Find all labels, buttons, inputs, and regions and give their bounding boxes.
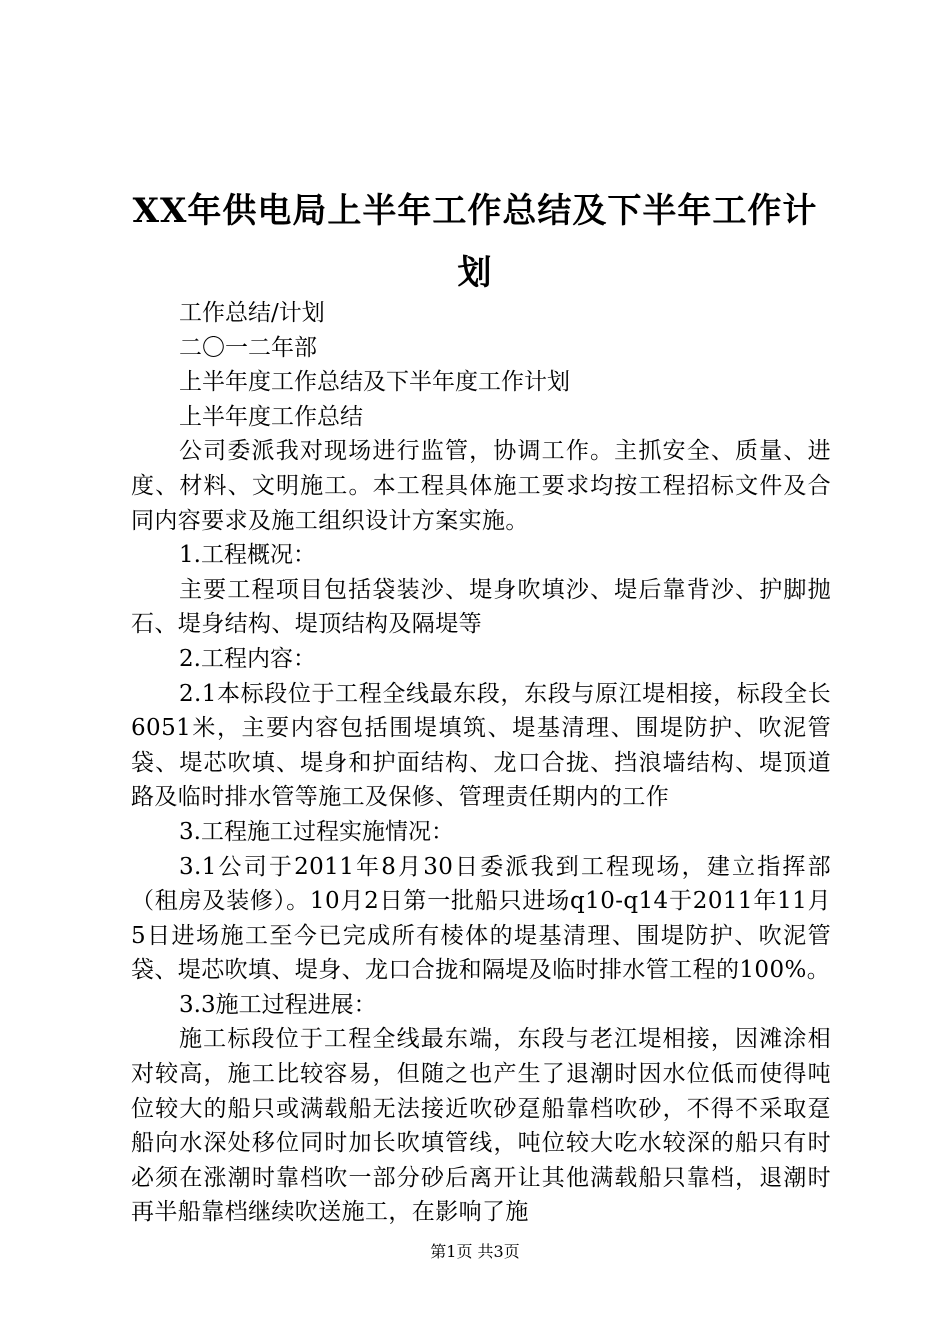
paragraph-category: 工作总结/计划 <box>179 300 325 326</box>
document-title-line-1: XX年供电局上半年工作总结及下半年工作计 <box>132 191 818 231</box>
section-heading-summary: 上半年度工作总结 <box>179 403 363 430</box>
paragraph-subtitle: 上半年度工作总结及下半年度工作计划 <box>179 369 570 396</box>
section-heading-content: 2.工程内容： <box>179 645 316 672</box>
paragraph-year: 二〇一二年部 <box>179 334 317 361</box>
document-body <box>131 296 831 1230</box>
paragraph-content: 2.1本标段位于工程全线最东段，东段与原江堤相接，标段全长6051米，主要内容包括围堤填筑、堤基清理、围堤防护、吹泥管袋、堤芯吹填、堤身和护面结构、龙口合拢、挡浪墙结构、堤顶道路及临时排水管等施工及保修、管理责任期内的工作 <box>131 680 831 811</box>
page-footer <box>0 1241 950 1263</box>
paragraph-implementation: 3.1公司于2011年8月30日委派我到工程现场，建立指挥部（租房及装修）。10月2日第一批船只进场q10-q14于2011年11月5日进场施工至今已完成所有棱体的堤基清理、围堤防护、吹泥管袋、堤芯吹填、堤身、龙口合拢和隔堤及临时排水管工程的100%。 <box>131 853 831 984</box>
paragraph-progress: 施工标段位于工程全线最东端，东段与老江堤相接，因滩涂相对较高，施工比较容易，但随之也产生了退潮时因水位低而使得吨位较大的船只或满载船无法接近吹砂趸船靠档吹砂，不得不采取趸船向水深处移位同时加长吹填管线，吨位较大吃水较深的船只有时必须在涨潮时靠档吹一部分砂后离开让其他满载船只靠档，退潮时再半船靠档继续吹送施工，在影响了施 <box>131 1026 831 1226</box>
paragraph-intro: 公司委派我对现场进行监管，协调工作。主抓安全、质量、进度、材料、文明施工。本工程具体施工要求均按工程招标文件及合同内容要求及施工组织设计方案实施。 <box>131 438 831 534</box>
paragraph-overview: 主要工程项目包括袋装沙、堤身吹填沙、堤后靠背沙、护脚抛石、堤身结构、堤顶结构及隔堤等 <box>131 576 831 638</box>
document-title <box>120 180 830 304</box>
page-number: 第1页 共3页 <box>430 1242 520 1261</box>
section-heading-progress: 3.3施工过程进展： <box>179 991 377 1018</box>
section-heading-overview: 1.工程概况： <box>179 542 316 569</box>
section-heading-implementation: 3.工程施工过程实施情况： <box>179 818 454 845</box>
document-title-line-2: 划 <box>457 253 493 293</box>
